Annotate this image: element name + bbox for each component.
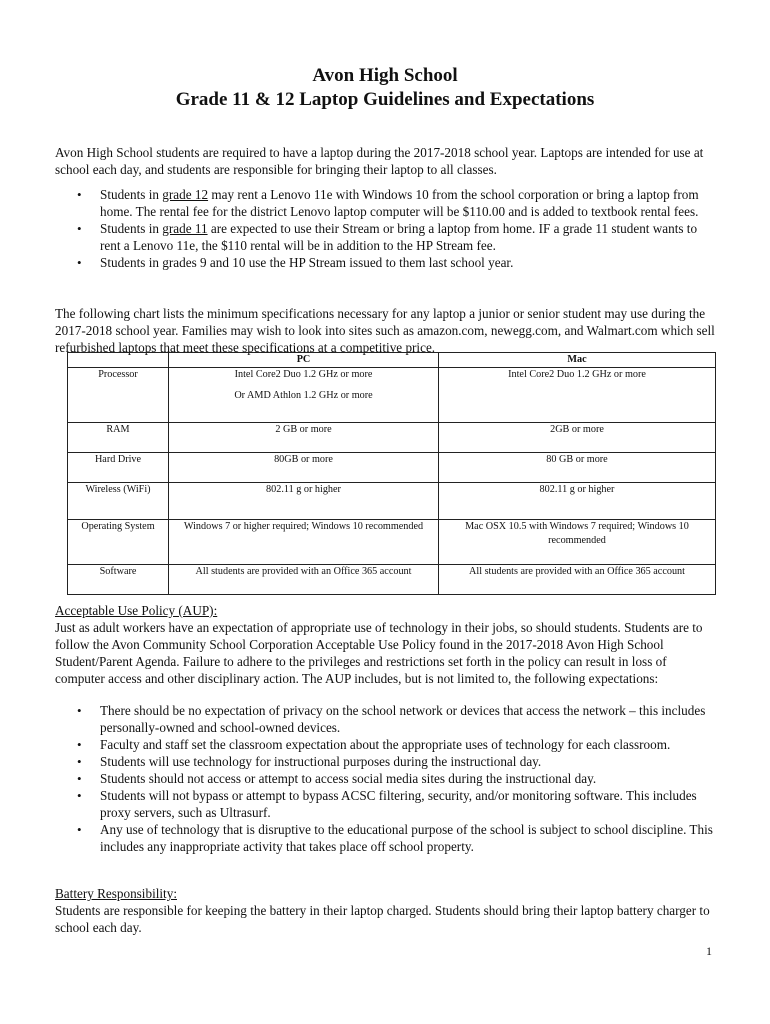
mac-cell: Mac OSX 10.5 with Windows 7 required; Windows 10 recommended [439, 520, 716, 565]
row-label: Hard Drive [68, 453, 169, 483]
header-cell-pc: PC [169, 353, 439, 368]
specifications-table [67, 352, 716, 595]
grade-12-link: grade 12 [162, 187, 209, 202]
mac-cell: Intel Core2 Duo 1.2 GHz or more [439, 368, 716, 423]
battery-paragraph: Students are responsible for keeping the battery in their laptop charged. Students should bring their laptop battery charger to school each day. [55, 903, 710, 935]
mac-cell: 2GB or more [439, 423, 716, 453]
row-label: Wireless (WiFi) [68, 483, 169, 520]
intro-bullet-list [55, 186, 715, 271]
list-item: • Faculty and staff set the classroom expectation about the appropriate uses of technology for each classroom. [55, 736, 715, 753]
list-item: • Students will not bypass or attempt to bypass ACSC filtering, security, and/or monitoring software. This includes proxy servers, such as Ultrasurf. [55, 787, 715, 821]
school-name: Avon High School [312, 65, 458, 86]
aup-bullet-list [55, 702, 715, 855]
list-item: • Students in grade 12 may rent a Lenovo 11e with Windows 10 from the school corporation or bring a laptop from home. The rental fee for the district Lenovo laptop computer will be $110.00 and is added to textbook rental fees. [55, 186, 715, 220]
list-item: • There should be no expectation of privacy on the school network or devices that access the network – this includes personally-owned and school-owned devices. [55, 702, 715, 736]
list-item: • Students in grades 9 and 10 use the HP Stream issued to them last school year. [55, 254, 715, 271]
table-row [68, 453, 716, 483]
table-header-row [68, 353, 716, 368]
battery-heading: Battery Responsibility: [55, 886, 177, 901]
pc-cell: Windows 7 or higher required; Windows 10 recommended [169, 520, 439, 565]
aup-paragraph: Just as adult workers have an expectation of appropriate use of technology in their jobs, so should students. Students are to follow the Avon Community School Corporation Acceptable Use Policy found in the 2017-2018 Avon High School Student/Parent Agenda. Failure to adhere to the privileges and restrictions set forth in the policy can result in loss of computer access and other disciplinary action. The AUP includes, but is not limited to, the following expectations: [55, 620, 703, 686]
row-label: RAM [68, 423, 169, 453]
pc-cell: All students are provided with an Office 365 account [169, 565, 439, 595]
table-row [68, 520, 716, 565]
list-item: • Students in grade 11 are expected to use their Stream or bring a laptop from home. IF a grade 11 student wants to rent a Lenovo 11e, the $110 rental will be in addition to the HP Stream fee. [55, 220, 715, 254]
intro-paragraph: Avon High School students are required to have a laptop during the 2017-2018 school year. Laptops are intended for use at school each day, and students are responsible for bringing their laptop to all classes. [55, 145, 704, 177]
pc-cell: 80GB or more [169, 453, 439, 483]
table-row [68, 423, 716, 453]
row-label: Software [68, 565, 169, 595]
page-number: 1 [706, 944, 712, 958]
grade-11-link: grade 11 [162, 221, 208, 236]
header-cell-mac: Mac [439, 353, 716, 368]
list-item: • Any use of technology that is disruptive to the educational purpose of the school is subject to school discipline. This includes any inappropriate activity that takes place off school property. [55, 821, 715, 855]
row-label: Operating System [68, 520, 169, 565]
list-item: • Students will use technology for instructional purposes during the instructional day. [55, 753, 715, 770]
mac-cell: 80 GB or more [439, 453, 716, 483]
table-row [68, 368, 716, 423]
mac-cell: 802.11 g or higher [439, 483, 716, 520]
chart-intro-paragraph: The following chart lists the minimum specifications necessary for any laptop a junior or senior student may use during the 2017-2018 school year. Families may wish to look into sites such as amazon.com, newegg.com, and Walmart.com which sell refurbished laptops that meet these specifications at a competitive price. [55, 306, 715, 355]
mac-cell: All students are provided with an Office 365 account [439, 565, 716, 595]
document-title: Grade 11 & 12 Laptop Guidelines and Expectations [175, 89, 595, 110]
pc-cell: 2 GB or more [169, 423, 439, 453]
pc-cell: 802.11 g or higher [169, 483, 439, 520]
pc-cell: Intel Core2 Duo 1.2 GHz or more Or AMD Athlon 1.2 GHz or more [169, 368, 439, 423]
table-row [68, 483, 716, 520]
aup-heading: Acceptable Use Policy (AUP): [55, 603, 218, 618]
list-item: • Students should not access or attempt to access social media sites during the instructional day. [55, 770, 715, 787]
header-cell-empty [68, 353, 169, 368]
table-row [68, 565, 716, 595]
row-label: Processor [68, 368, 169, 423]
